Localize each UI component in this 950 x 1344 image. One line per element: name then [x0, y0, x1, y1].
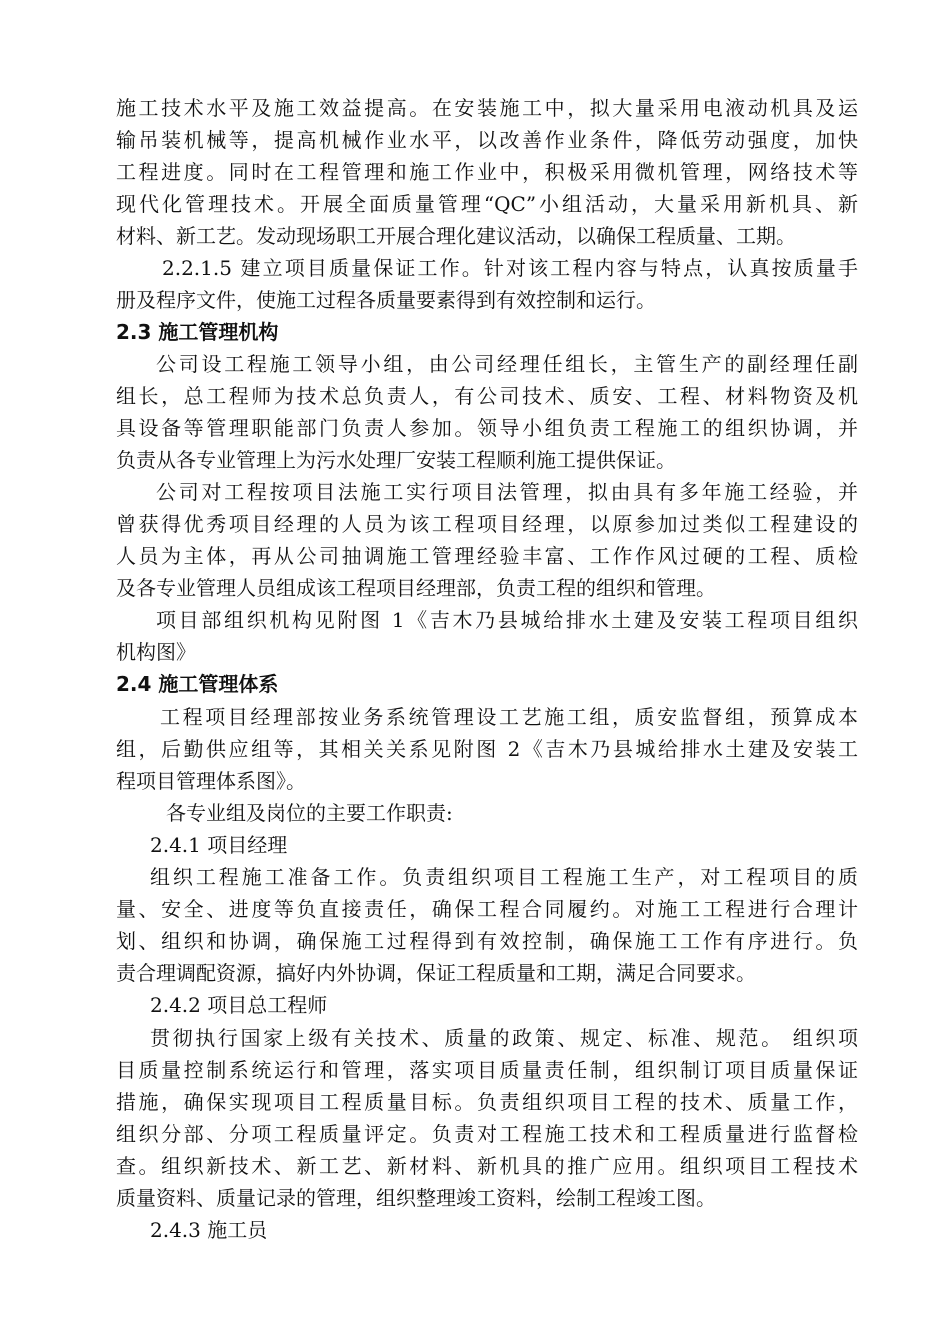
paragraph-line: 组长，总工程师为技术总负责人，有公司技术、质安、工程、材料物资及机 — [116, 384, 858, 408]
paragraph-line: 贯彻执行国家上级有关技术、质量的政策、规定、标准、规范。 组织项 — [150, 1026, 858, 1050]
paragraph-line: 人员为主体，再从公司抽调施工管理经验丰富、工作作风过硬的工程、质检 — [116, 544, 858, 568]
paragraph-line: 责合理调配资源，搞好内外协调，保证工程质量和工期，满足合同要求。 — [116, 961, 756, 985]
paragraph-line: 划、组织和协调，确保施工过程得到有效控制，确保施工工作有序进行。负 — [116, 929, 858, 953]
paragraph-line: 程项目管理体系图》。 — [116, 769, 306, 793]
paragraph-line: 公司设工程施工领导小组，由公司经理任组长，主管生产的副经理任副 — [156, 352, 858, 376]
paragraph-line: 及各专业管理人员组成该工程项目经理部，负责工程的组织和管理。 — [116, 576, 716, 600]
paragraph-line: 材料、新工艺。发动现场职工开展合理化建议活动，以确保工程质量、工期。 — [116, 224, 796, 248]
paragraph-line: 2.2.1.5 建立项目质量保证工作。针对该工程内容与特点，认真按质量手 — [162, 256, 858, 280]
paragraph-line: 项目部组织机构见附图 1《吉木乃县城给排水土建及安装工程项目组织 — [156, 608, 858, 632]
subsection-heading-2-4-3: 2.4.3 施工员 — [150, 1218, 268, 1242]
paragraph-line: 输吊装机械等，提高机械作业水平，以改善作业条件，降低劳动强度，加快 — [116, 128, 858, 152]
paragraph-line: 机构图》 — [116, 640, 196, 664]
paragraph-line: 册及程序文件，使施工过程各质量要素得到有效控制和运行。 — [116, 288, 656, 312]
paragraph-line: 负责从各专业管理上为污水处理厂安装工程顺利施工提供保证。 — [116, 448, 676, 472]
paragraph-line: 查。组织新技术、新工艺、新材料、新机具的推广应用。组织项目工程技术 — [116, 1154, 858, 1178]
paragraph-line: 组织工程施工准备工作。负责组织项目工程施工生产，对工程项目的质 — [150, 865, 858, 889]
paragraph-line: 措施，确保实现项目工程质量目标。负责组织项目工程的技术、质量工作， — [116, 1090, 858, 1114]
paragraph-line: 目质量控制系统运行和管理，落实项目质量责任制，组织制订项目质量保证 — [116, 1058, 858, 1082]
paragraph-line: 量、安全、进度等负直接责任，确保工程合同履约。对施工工程进行合理计 — [116, 897, 858, 921]
paragraph-line: 各专业组及岗位的主要工作职责: — [166, 801, 453, 825]
paragraph-line: 组织分部、分项工程质量评定。负责对工程施工技术和工程质量进行监督检 — [116, 1122, 858, 1146]
paragraph-line: 公司对工程按项目法施工实行项目法管理，拟由具有多年施工经验，并 — [156, 480, 858, 504]
subsection-heading-2-4-1: 2.4.1 项目经理 — [150, 833, 288, 857]
paragraph-line: 施工技术水平及施工效益提高。在安装施工中，拟大量采用电液动机具及运 — [116, 96, 858, 120]
section-heading-2-4: 2.4 施工管理体系 — [116, 672, 279, 696]
paragraph-line: 工程项目经理部按业务系统管理设工艺施工组，质安监督组，预算成本 — [160, 705, 858, 729]
paragraph-line: 曾获得优秀项目经理的人员为该工程项目经理，以原参加过类似工程建设的 — [116, 512, 858, 536]
paragraph-line: 质量资料、质量记录的管理，组织整理竣工资料，绘制工程竣工图。 — [116, 1186, 716, 1210]
subsection-heading-2-4-2: 2.4.2 项目总工程师 — [150, 993, 328, 1017]
paragraph-line: 工程进度。同时在工程管理和施工作业中，积极采用微机管理，网络技术等 — [116, 160, 858, 184]
paragraph-line: 现代化管理技术。开展全面质量管理“QC”小组活动，大量采用新机具、新 — [116, 192, 858, 216]
paragraph-line: 组，后勤供应组等，其相关关系见附图 2《吉木乃县城给排水土建及安装工 — [116, 737, 858, 761]
section-heading-2-3: 2.3 施工管理机构 — [116, 320, 279, 344]
paragraph-line: 具设备等管理职能部门负责人参加。领导小组负责工程施工的组织协调，并 — [116, 416, 858, 440]
